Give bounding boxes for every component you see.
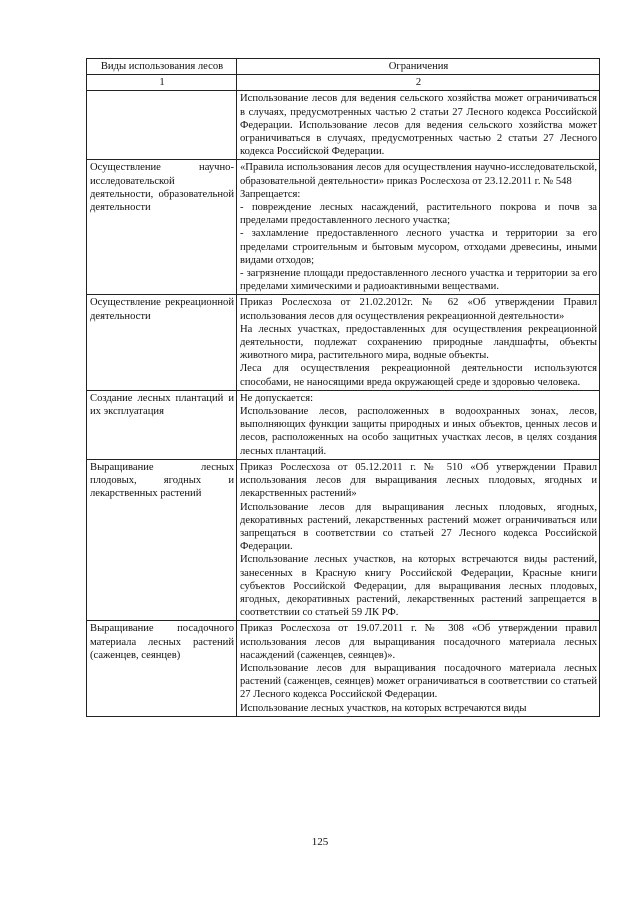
restriction-paragraph: На лесных участках, предоставленных для осуществления рекреационной деятельности, подлежат сохранению природные ландшафты, объекты животного мира, растительного мира, водные объекты.	[240, 323, 597, 362]
restrictions-cell	[237, 295, 600, 390]
restriction-paragraph: - загрязнение площади предоставленного лесного участка и территории за его пределами химическими и радиоактивными веществами.	[240, 268, 597, 293]
activity-cell	[87, 160, 237, 295]
restriction-paragraph: Использование лесов для ведения сельского хозяйства может ограничиваться в случаях, предусмотренных частью 2 статьи 27 Лесного кодекса Российской Федерации. Использование лесов для ведения сельского хозяйства может ограничиваться в случаях, предусмотренных частью 2 статьи 27 Лесного кодекса Российской Федерации.	[240, 93, 597, 158]
header-restrictions: Ограничения	[237, 59, 600, 75]
activity-text: Создание лесных плантаций и их эксплуатация	[90, 392, 234, 418]
restriction-paragraph: - захламление предоставленного лесного участка и территории за его пределами строительным и бытовым мусором, отходами древесины, иными видами отходов;	[240, 228, 597, 266]
activity-text: Выращивание посадочного материала лесных растений (саженцев, сеянцев)	[90, 623, 234, 661]
forest-use-restrictions-table	[86, 58, 600, 717]
restrictions-cell	[237, 390, 600, 459]
table-header-row	[87, 59, 600, 75]
restrictions-cell	[237, 91, 600, 160]
column-number-row	[87, 75, 600, 91]
restriction-paragraph: Приказ Рослесхоза от 21.02.2012г. № 62 «Об утверждении Правил использования лесов для осуществления рекреационной деятельности»	[240, 297, 597, 322]
activity-text: Осуществление рекреационной деятельности	[90, 297, 234, 322]
page-number: 125	[311, 836, 329, 848]
restriction-paragraph: - повреждение лесных насаждений, растительного покрова и почв за пределами предоставленного лесного участка;	[240, 202, 597, 227]
table-row	[87, 160, 600, 295]
restrictions-cell	[237, 459, 600, 620]
activity-cell	[87, 91, 237, 160]
restriction-paragraph: «Правила использования лесов для осуществления научно-исследовательской, образовательной деятельности» приказ Рослесхоза от 23.12.2011 г. № 548	[240, 162, 597, 187]
activity-cell	[87, 621, 237, 716]
restriction-paragraph: Использование лесов для выращивания лесных плодовых, ягодных, декоративных растений, лекарственных растений может ограничиваться или запрещаться в соответствии со статьей 27 Лесного кодекса Российской Федерации.	[240, 501, 597, 553]
table-row	[87, 621, 600, 716]
restriction-paragraph: Запрещается:	[240, 188, 301, 200]
header-activity: Виды использования лесов	[87, 59, 237, 75]
activity-cell	[87, 390, 237, 459]
table-row	[87, 91, 600, 160]
activity-cell	[87, 459, 237, 620]
restrictions-cell	[237, 160, 600, 295]
activity-text: Осуществление научно-исследовательской деятельности, образовательной деятельности	[90, 162, 234, 214]
restriction-paragraph: Приказ Рослесхоза от 19.07.2011 г. № 308 «Об утверждении правил использования лесов для выращивания посадочного материала лесных насаждений (саженцев, сеянцев)».	[240, 623, 597, 661]
column-number-2: 2	[237, 75, 600, 91]
restriction-paragraph: Не допускается:	[240, 392, 314, 404]
table-row	[87, 390, 600, 459]
restriction-paragraph: Использование лесов для выращивания посадочного материала лесных растений (саженцев, сеянцев) может ограничиваться в соответствии со статьей 27 Лесного кодекса Российской Федерации.	[240, 662, 597, 701]
column-number-1: 1	[87, 75, 237, 91]
restriction-paragraph: Использование лесных участков, на которых встречаются виды растений, занесенных в Красную книгу Российской Федерации, Красные книги субъектов Российской Федерации, для выращивания лесных плодовых, ягодных, декоративных растений, лекарственных растений запрещается в соответствии со статьей 59 ЛК РФ.	[240, 554, 597, 619]
restriction-paragraph: Леса для осуществления рекреационной деятельности используются способами, не наносящими вреда окружающей среде и здоровью человека.	[240, 363, 597, 388]
table-row	[87, 459, 600, 620]
restriction-paragraph: Использование лесных участков, на которых встречаются виды	[240, 702, 527, 714]
restriction-paragraph: Приказ Рослесхоза от 05.12.2011 г. № 510 «Об утверждении Правил использования лесов для выращивания лесных плодовых, ягодных и лекарственных растений»	[240, 461, 597, 500]
restrictions-cell	[237, 621, 600, 716]
activity-text: Выращивание лесных плодовых, ягодных и лекарственных растений	[90, 461, 234, 500]
table-row	[87, 295, 600, 390]
activity-cell	[87, 295, 237, 390]
restriction-paragraph: Использование лесов, расположенных в водоохранных зонах, лесов, выполняющих функции защиты природных и иных объектов, ценных лесов и лесов, расположенных на особо защитных участках лесов, в целях создания лесных плантаций.	[240, 406, 597, 457]
